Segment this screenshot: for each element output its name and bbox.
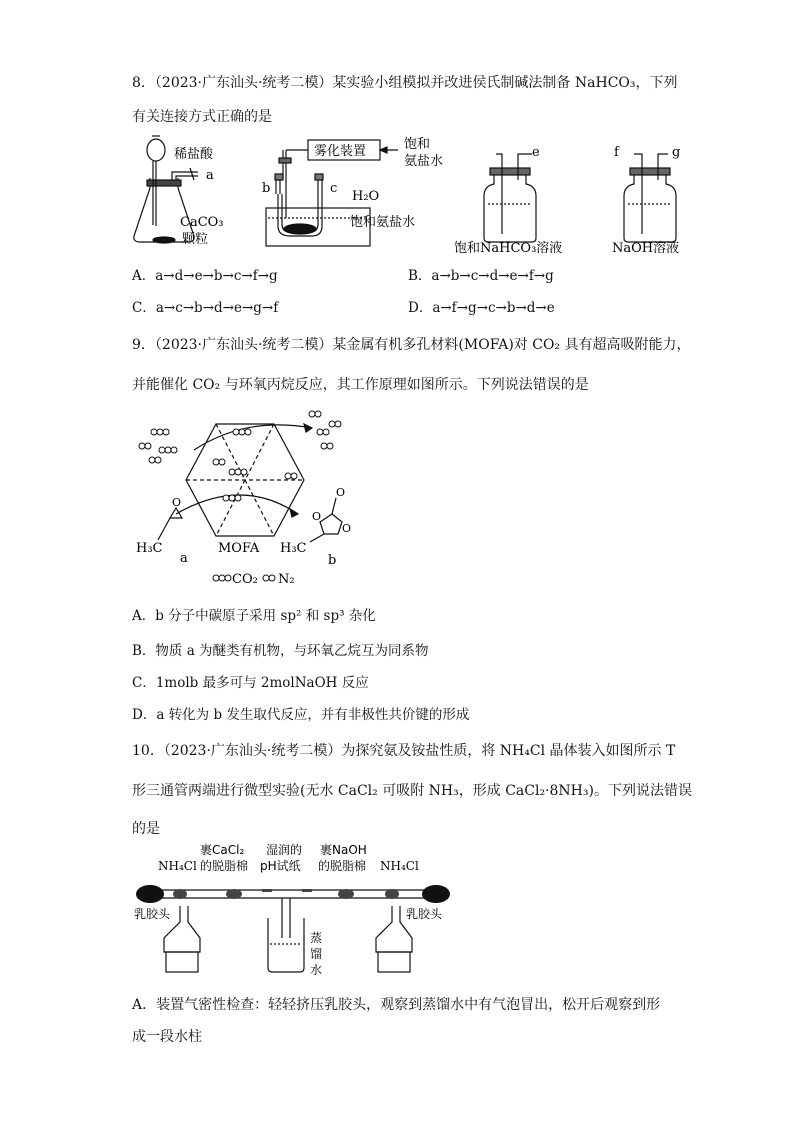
ammonia-brine-label: 氨盐水 — [404, 154, 444, 169]
q9-option-a: A．b 分子中碳原子采用 sp² 和 sp³ 杂化 — [132, 608, 376, 624]
q8-option-c: C．a→c→b→d→e→g→f — [132, 300, 279, 316]
granule-label: 颗粒 — [182, 232, 209, 247]
nh4cl-right-label: NH₄Cl — [380, 859, 419, 873]
q9-option-d: D．a 转化为 b 发生取代反应，并有非极性共价键的形成 — [132, 707, 470, 723]
q10-stem-line3: 的是 — [132, 821, 160, 837]
q9-option-b: B．物质 a 为醚类有机物，与环氧乙烷互为同系物 — [132, 643, 429, 659]
port-c-label: c — [330, 181, 338, 196]
q8-apparatus-figure — [128, 130, 708, 258]
label-b: b — [328, 553, 337, 568]
distilled-water-beaker — [268, 918, 304, 972]
naoh-wash-bottle — [624, 154, 676, 242]
alcohol-lamps — [164, 906, 412, 972]
bath-label: 饱和氨盐水 — [350, 215, 416, 230]
q8-option-d: D．a→f→g→c→b→d→e — [408, 300, 555, 316]
port-e-label: e — [532, 145, 540, 160]
ph-paper-label-1: 湿润的 — [266, 843, 303, 857]
epoxide-o-label: O — [172, 496, 182, 509]
naoh-cotton-label-2: 的脱脂棉 — [318, 859, 367, 873]
h3c-a-label: H₃C — [136, 541, 163, 556]
acid-label: 稀盐酸 — [174, 147, 214, 162]
port-f-label: f — [614, 145, 619, 160]
q10-t-tube-figure — [130, 840, 470, 980]
nahco3-wash-bottle — [484, 154, 536, 242]
mofa-label: MOFA — [218, 541, 260, 556]
bulb-left-label: 乳胶头 — [134, 907, 171, 921]
bulb-left — [136, 885, 164, 903]
q8-stem-line2: 有关连接方式正确的是 — [132, 109, 272, 125]
port-g-label: g — [672, 145, 681, 160]
q10-stem-line2: 形三通管两端进行微型实验(无水 CaCl₂ 可吸附 NH₃，形成 CaCl₂·8NH₃)。下列说法错误 — [132, 783, 692, 799]
h2o-label: H₂O — [352, 189, 380, 204]
carbonate-o-top: O — [336, 486, 346, 499]
atomizer-label: 雾化装置 — [314, 144, 367, 159]
h3c-b-label: H₃C — [280, 541, 307, 556]
caco3-label: CaCO₃ — [180, 215, 224, 230]
water-label-1: 蒸 — [310, 931, 323, 945]
q9-mofa-figure — [132, 402, 372, 594]
q10-stem-line1: 10．（2023·广东汕头·统考二模）为探究氨及铵盐性质，将 NH₄Cl 晶体装入如图所示 T — [132, 743, 676, 759]
q9-stem-line1: 9．（2023·广东汕头·统考二模）某金属有机多孔材料(MOFA)对 CO₂ 具有超高吸附能力， — [132, 337, 691, 353]
q9-option-c: C．1molb 最多可与 2molNaOH 反应 — [132, 675, 369, 691]
saturated-label: 饱和 — [404, 137, 431, 152]
epoxide-a-structure — [158, 508, 182, 540]
naoh-bottle-label: NaOH溶液 — [612, 241, 680, 256]
bulb-right — [422, 885, 450, 903]
label-a: a — [180, 551, 188, 566]
port-a-label: a — [206, 168, 214, 183]
cacl2-cotton-label-2: 的脱脂棉 — [200, 859, 249, 873]
water-label-2: 馏 — [310, 947, 323, 961]
nh4cl-left-label: NH₄Cl — [158, 859, 197, 873]
bulb-right-label: 乳胶头 — [406, 907, 443, 921]
q8-option-b: B．a→b→c→d→e→f→g — [408, 268, 554, 284]
cacl2-cotton-label-1: 裹CaCl₂ — [200, 843, 245, 857]
q8-stem-line1: 8．（2023·广东汕头·统考二模）某实验小组模拟并改进侯氏制碱法制备 NaHCO₃，下列 — [132, 75, 678, 91]
port-b-label: b — [262, 181, 271, 196]
nahco3-bottle-label: 饱和NaHCO₃溶液 — [454, 241, 563, 256]
carbonate-o-right: O — [342, 522, 352, 535]
carbonate-o-left: O — [312, 510, 322, 523]
q10-option-a-line2: 成一段水柱 — [132, 1029, 202, 1045]
q10-option-a-line1: A．装置气密性检查：轻轻挤压乳胶头，观察到蒸馏水中有气泡冒出，松开后观察到形 — [132, 997, 661, 1013]
legend-n2-label: N₂ — [278, 572, 295, 587]
mofa-hexagon — [176, 424, 312, 536]
ph-paper-label-2: pH试纸 — [260, 859, 301, 873]
water-label-3: 水 — [310, 963, 323, 977]
legend-co2-label: CO₂ — [232, 572, 258, 587]
q8-option-a: A．a→d→e→b→c→f→g — [132, 268, 278, 284]
q9-stem-line2: 并能催化 CO₂ 与环氧丙烷反应，其工作原理如图所示。下列说法错误的是 — [132, 377, 589, 393]
naoh-cotton-label-1: 裹NaOH — [320, 843, 367, 857]
